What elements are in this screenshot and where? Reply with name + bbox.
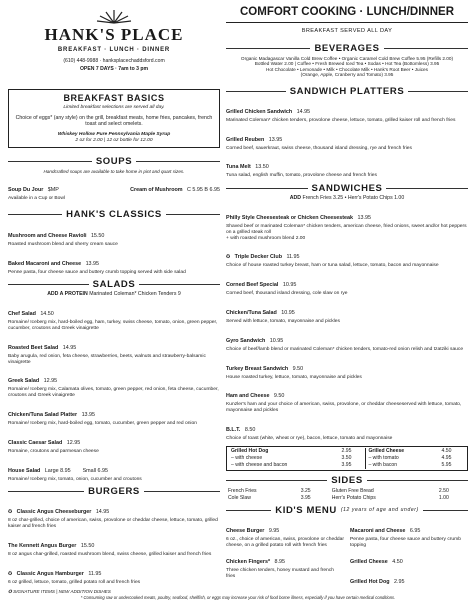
platters-title-text: SANDWICH PLATTERS (289, 85, 405, 97)
add-protein-desc: Marinated Coleman* Chicken Tenders (89, 291, 177, 298)
grill-right-price: 4.50 (441, 448, 452, 455)
grill-left-price: 3.50 (341, 455, 352, 462)
menu-title: COMFORT COOKING · LUNCH/DINNER (239, 6, 454, 18)
sandwich-item (226, 329, 468, 353)
sandwich-item (226, 384, 468, 414)
item-name: The Kennett Angus Burger (8, 542, 77, 549)
item-name: Cheese Burger (226, 527, 265, 534)
item-price: 10.95 (282, 282, 297, 289)
burgers-title-text: BURGERS (88, 486, 140, 498)
tagline: BREAKFAST · LUNCH · DINNER (57, 46, 171, 53)
item-price: 13.95 (357, 215, 371, 222)
item-name: Chicken Fingers* (226, 559, 271, 566)
sandwich-item (226, 206, 468, 241)
soups-title (8, 156, 220, 167)
soups-title-text: SOUPS (95, 155, 133, 167)
soup-du-jour-sub: Available in a Cup or Bowl (8, 196, 65, 201)
item-name: Tuna Melt (226, 164, 251, 171)
legend-text: SIGNATURE ITEMS | NEW ADDITION DISHES (13, 589, 111, 595)
item-desc: Corned beef, thousand island dressing, cole slaw on rye (226, 291, 348, 297)
item-desc: Choice of house roasted turkey breast, ham or tuna salad, lettuce, tomato, bacon and mayonnaise (226, 263, 439, 269)
grill-row (229, 448, 465, 455)
item-desc: Choice of beef/lamb blend or marinated Coleman* chicken tenders, tomato-red onion relish and tzatziki sauce (226, 346, 464, 352)
item-price: 2.95 (393, 579, 405, 586)
kids-item (350, 519, 468, 549)
burger-item (8, 534, 220, 558)
cream-of-mushroom-name: Cream of Mushroom (130, 187, 183, 193)
signature-star-icon: ✪ (226, 254, 231, 261)
breakfast-choice: Choice of eggs* (any style) on the grill, breakfast meats, home fries, pancakes, french toast and select omelets. (15, 114, 213, 128)
syrup-name: Whiskey Hollow Pure Pennsylvania Maple Syrup (57, 132, 171, 138)
sandwiches-add (226, 196, 468, 202)
item-name: Classic Angus Hamburger (16, 570, 84, 577)
item-name: Grilled Chicken Sandwich (226, 108, 293, 115)
sandwiches-title-text: SANDWICHES (311, 183, 383, 195)
item-price: 13.95 (268, 136, 283, 143)
item-price: 9.50 (292, 365, 304, 372)
item-price: 4.50 (392, 559, 403, 566)
soup-du-jour (8, 178, 65, 202)
item-name: Greek Salad (8, 378, 40, 385)
item-desc: Penne pasta, four cheese sauce and buttery crumb topping served with side salad (8, 269, 186, 275)
sandwiches-add-desc: French Fries 3.25 • Herr's Potato Chips 1.00 (302, 195, 405, 202)
side-right-label: Herr's Potato Chips (331, 495, 376, 502)
breakfast-basics-box (8, 89, 220, 148)
item-name: Triple Decker Club (234, 254, 282, 261)
grill-left-price: 2.95 (341, 448, 352, 455)
item-desc: Tuna salad, english muffin, tomato, provolone cheese and french fries (226, 173, 377, 179)
item-name: Gyro Sandwich (226, 337, 266, 344)
item-name: Mushroom and Cheese Ravioli (8, 232, 87, 239)
item-price: Large 8.95 Small 6.95 (44, 467, 109, 474)
sandwich-item (226, 418, 468, 442)
breakfast-note: Limited breakfast selections are served all day. (63, 105, 165, 111)
grill-left-label: – with cheese (231, 455, 263, 462)
soups-note: Handcrafted soups are available to take home in pint and quart sizes. (43, 168, 185, 174)
item-desc: Romaine, croutons and parmesan cheese (8, 448, 99, 454)
soup-du-jour-name: Soup Du Jour (8, 187, 44, 193)
kids-item (350, 550, 468, 568)
classics-title (8, 209, 220, 220)
sides-section (226, 475, 468, 502)
grill-right-price: 5.95 (441, 462, 452, 469)
grill-right-label: – with bacon (366, 462, 440, 469)
item-desc: Served with lettuce, tomato, mayonnaise and pickles (226, 319, 340, 325)
item-desc: Three chicken tenders, honey mustard and french fries (226, 568, 334, 580)
item-name: Roasted Beet Salad (8, 344, 59, 351)
item-name: Ham and Cheese (226, 393, 270, 400)
platters-section (226, 86, 468, 179)
add-protein-price: 9 (177, 291, 181, 298)
beverage-line: Hot Chocolate • Lemonade • Milk • Chocolate Milk • Hank's Root Beer • Juices (265, 66, 429, 72)
salads-title-text: SALADS (92, 279, 136, 291)
sides-title-text: SIDES (331, 474, 363, 486)
item-name: Chef Salad (8, 311, 36, 318)
item-desc: 6 oz grilled, lettuce, tomato, grilled potato roll and french fries (8, 579, 141, 585)
syrup-prices: 2 oz for 2.00 | 12 oz bottle for 12.00 (75, 137, 153, 143)
item-desc: 8 oz char-grilled, choice of american, swiss, provolone or cheddar cheese, lettuce, tomato, grilled kaiser and french fries (8, 518, 218, 530)
item-desc: Choice of toast (white, wheat or rye), bacon, lettuce, tomato and mayonnaise (226, 435, 393, 441)
item-name: Grilled Cheese (350, 559, 388, 566)
item-name: Grilled Reuben (226, 136, 265, 143)
item-price: 13.95 (85, 260, 100, 267)
item-price: 15.50 (90, 232, 105, 239)
classics-section (8, 209, 220, 276)
item-desc: Marinated Coleman* chicken tenders, provolone cheese, lettuce, tomato, grilled kaiser roll and french fries (226, 117, 456, 123)
item-desc: Kunzler's ham and your choice of american, swiss, provolone, or cheddar cheeseserved with lettuce, tomato, mayonnaise and pickles (226, 402, 462, 414)
sandwiches-section (226, 183, 468, 442)
item-price: 15.50 (80, 542, 95, 549)
item-price: 12.95 (43, 378, 58, 385)
classic-item (8, 224, 220, 248)
beverages-title (226, 43, 468, 54)
contact-line: (610) 448-9988 · hanksplacechaddsford.com (63, 58, 165, 65)
sandwich-item (226, 301, 468, 325)
beverages-title-text: BEVERAGES (314, 42, 380, 54)
salad-item (8, 431, 220, 455)
cream-of-mushroom-price: C 5.95 B 6.95 (187, 187, 220, 193)
platter-item (226, 155, 468, 179)
item-desc: Shaved beef or marinated Coleman* chicken tenders, american cheese, fried onions, sweet and/or hot peppers on a grilled steak roll (226, 224, 467, 235)
grill-left-label: Grilled Hot Dog (231, 448, 269, 455)
item-desc: 6 oz., choice of american, swiss, provolone or cheddar cheese, on a grilled potato roll with french fries (226, 536, 344, 548)
item-price: 14.50 (40, 311, 54, 318)
classic-item (8, 252, 220, 276)
legend-line (8, 589, 220, 594)
platter-item (226, 128, 468, 152)
side-left-label: Cole Slaw (228, 495, 251, 502)
grill-row (229, 455, 465, 462)
item-price: 14.95 (62, 344, 77, 351)
soups-row (8, 178, 220, 202)
logo-block (8, 0, 220, 73)
kids-subtitle: (12 years of age and under) (340, 507, 419, 514)
item-name: B.L.T. (226, 426, 241, 433)
side-right-label: Gluten Free Bread (331, 488, 374, 495)
kids-item (226, 519, 344, 549)
salad-item (8, 336, 220, 366)
item-name: Turkey Breast Sandwich (226, 365, 289, 372)
right-column (226, 0, 468, 590)
grill-left-label: – with cheese and bacon (231, 462, 288, 469)
item-desc: Romaine/ Iceberg mix, hard-boiled egg, tomato, cucumber, green pepper and red onion (8, 421, 197, 426)
item-name: Philly Style Cheesesteak or Chicken Cheesesteak (226, 215, 354, 222)
side-right-price: 2.50 (438, 488, 449, 495)
item-desc: Baby arugula, red onion, feta cheese, strawberries, beets, walnuts and strawberry-balsamic vinaigrette (8, 353, 206, 365)
salads-add-protein (8, 292, 220, 298)
side-left-label: French Fries (228, 488, 257, 495)
salad-item (8, 302, 220, 332)
burgers-section (8, 486, 220, 594)
item-name: Macaroni and Cheese (350, 527, 406, 534)
disclaimer: * Consuming raw or undercooked meats, poultry, seafood, shellfish, or eggs may increase your risk of food borne illness, especially if you have certain medical conditions. (80, 595, 396, 601)
sandwich-item (226, 273, 468, 297)
left-column (8, 0, 220, 595)
item-price: 8.50 (244, 426, 256, 433)
breakfast-basics-title: BREAKFAST BASICS (63, 93, 165, 104)
grill-right-label: – with tomato (366, 455, 440, 462)
sides-row (226, 488, 468, 495)
item-desc: House roasted turkey, lettuce, tomato, mayonnaise and pickles (226, 374, 362, 380)
sandwich-item (226, 357, 468, 381)
grill-left-price: 3.95 (341, 462, 352, 469)
kids-title-text: KID'S MENU (275, 504, 337, 516)
side-left-price: 3.25 (300, 488, 311, 495)
kids-item (226, 550, 344, 580)
signature-legend-icon: ✪ (8, 589, 12, 595)
salad-item (8, 459, 220, 483)
item-name: Classic Angus Cheeseburger (16, 509, 92, 516)
salad-item (8, 403, 220, 427)
grill-table (226, 446, 468, 471)
item-name: Chicken/Tuna Salad Platter (8, 412, 78, 418)
item-price: 12.95 (66, 439, 81, 446)
sunburst-logo-icon (94, 8, 134, 24)
item-name: House Salad (8, 467, 41, 474)
sides-title (226, 475, 468, 486)
grill-right-label: Grilled Cheese (366, 448, 440, 455)
add-protein-label: ADD A PROTEIN (47, 291, 88, 298)
item-name: Classic Caesar Salad (8, 439, 63, 446)
item-desc: Romaine/ Iceberg mix, tomato, onion, cucumber and croutons (8, 476, 142, 482)
sandwiches-add-label: ADD (289, 195, 302, 202)
burger-item (8, 500, 220, 530)
signature-star-icon: ✪ (8, 570, 13, 577)
beverages-section (226, 43, 468, 78)
logo-name: HANK'S PLACE (44, 25, 184, 44)
side-left-price: 3.95 (300, 495, 311, 502)
item-price: 14.95 (95, 509, 110, 516)
breakfast-served-note: BREAKFAST SERVED ALL DAY (301, 28, 393, 35)
item-price: 13.50 (255, 164, 269, 171)
burger-item (8, 562, 220, 586)
item-name: Corned Beef Special (226, 282, 279, 289)
item-desc: Roasted mushroom blend and sherry cream sauce (8, 241, 118, 247)
soup-du-jour-price: $MP (47, 187, 59, 193)
grill-row (229, 462, 465, 469)
item-price: 11.95 (88, 570, 102, 577)
item-desc: 8 oz angus char-grilled, roasted mushroom blend, swiss cheese, grilled kaiser and french fries (8, 551, 212, 557)
item-desc: Romaine/ Iceberg mix, hard-boiled egg, ham, turkey, swiss cheese, tomato, onion, green pepper, cucumber, croutons and Greek vinaigrette (8, 320, 218, 332)
classics-title-text: HANK'S CLASSICS (66, 208, 162, 220)
item-desc: Penne pasta, four cheese sauce and buttery crumb topping (350, 536, 461, 548)
sandwich-item (226, 245, 468, 269)
item-price: 14.95 (296, 108, 311, 115)
beverage-line: (Orange, Apple, Cranberry and Tomato) 3.95 (300, 72, 394, 78)
item-desc: Romaine/ Iceberg mix, Calamata olives, tomato, green pepper, red onion, feta cheese, cucumber, croutons and Greek vinaigrette (8, 387, 219, 399)
kids-title (226, 505, 468, 516)
menu-title-bar (226, 0, 468, 35)
side-right-price: 1.00 (438, 495, 449, 502)
grill-right-price: 4.95 (441, 455, 452, 462)
soups-section (8, 156, 220, 202)
item-price: 11.95 (286, 254, 300, 261)
beverage-line: Organic Madagascar Vanilla Cold Brew Coffee • Organic Caramel Cold Brew Coffee 5.95 (Refills 2.00) (240, 55, 454, 61)
cream-of-mushroom (130, 178, 220, 202)
salads-title (8, 279, 220, 290)
item-price: 9.95 (268, 527, 280, 534)
item-name: Chicken/Tuna Salad (226, 310, 277, 317)
platters-title (226, 86, 468, 97)
item-price: 8.95 (274, 559, 285, 566)
item-name: Grilled Hot Dog (350, 579, 390, 586)
kids-section (226, 505, 468, 591)
beverage-line: Bottled Water 2.00 | Coffee • Fresh Brewed Iced Tea • Sodas • Hot Tea (Bottomless) 3.95 (254, 61, 440, 67)
item-price: 10.95 (281, 310, 295, 317)
sides-row (226, 495, 468, 502)
item-price: 13.95 (81, 412, 96, 418)
item-price: 6.95 (409, 527, 421, 534)
sandwiches-title (226, 183, 468, 194)
item-desc: Corned beef, sauerkraut, swiss cheese, thousand island dressing, rye and french fries (226, 145, 412, 151)
signature-star-icon: ✪ (8, 509, 13, 516)
salad-item (8, 369, 220, 399)
platter-item (226, 100, 468, 124)
burgers-title (8, 486, 220, 497)
item-price: 9.50 (273, 393, 285, 400)
item-extra: + with roasted mushroom blend 2.00 (226, 235, 306, 241)
item-name: Baked Macaroni and Cheese (8, 260, 82, 267)
kids-item (350, 570, 468, 588)
item-price: 10.95 (269, 337, 284, 344)
hours-line: OPEN 7 DAYS · 7am to 3 pm (79, 66, 149, 73)
salads-section (8, 279, 220, 482)
